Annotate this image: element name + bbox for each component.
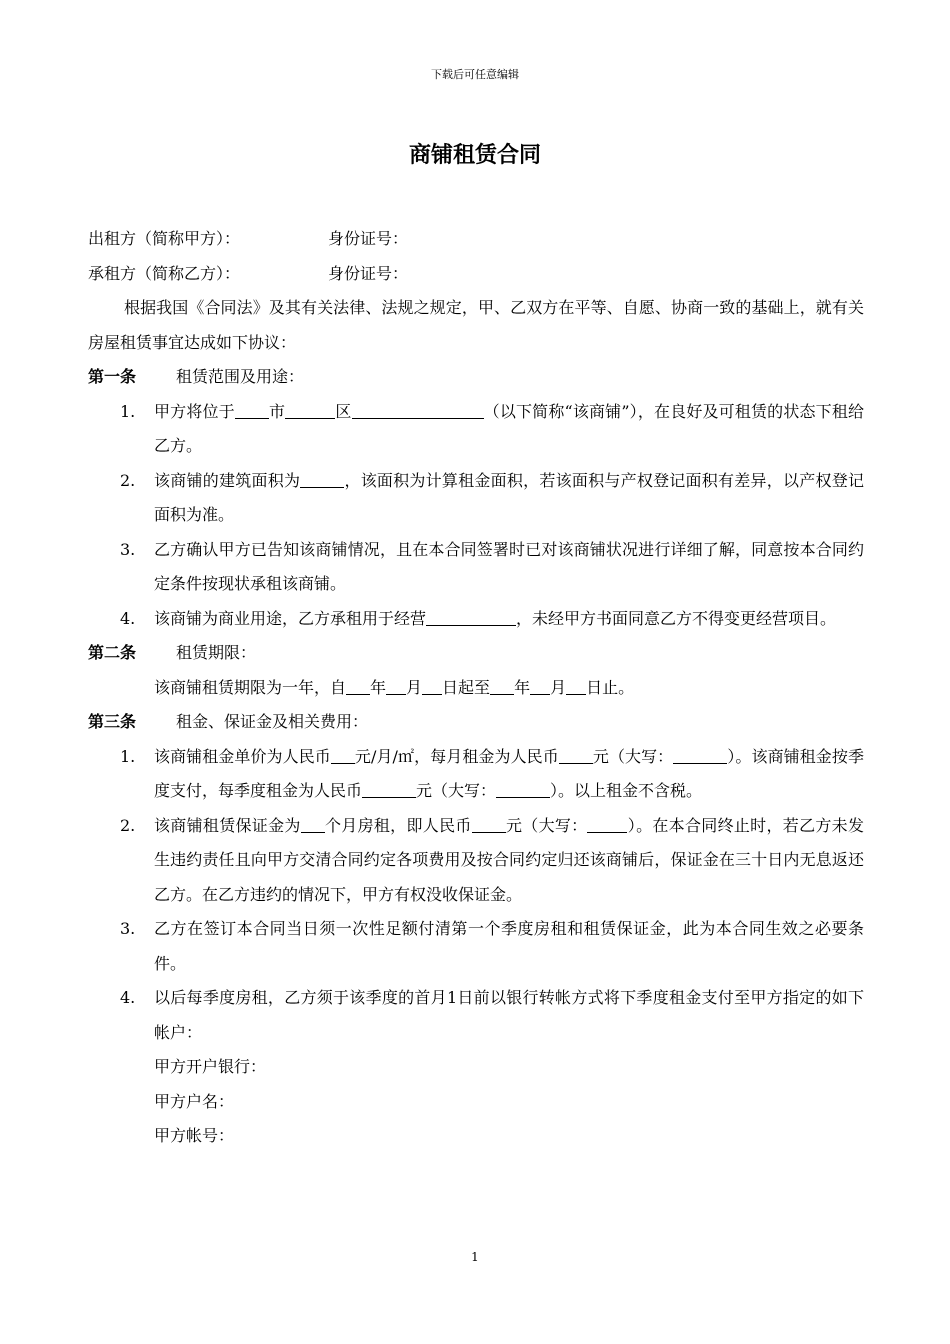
item-number: 3. — [120, 919, 136, 938]
lessor-line — [88, 222, 864, 257]
article-3-item-4: 4. 以后每季度房租，乙方须于该季度的首月1日前以银行转帐方式将下季度租金支付至甲方指定的如下帐户： — [88, 981, 864, 1050]
page-header-note: 下载后可任意编辑 — [431, 68, 519, 81]
deposit-words-blank — [587, 816, 627, 833]
article-1-item-3: 3. 乙方确认甲方已告知该商铺情况，且在本合同签署时已对该商铺状况进行详细了解，同意按本合同约定条件按现状承租该商铺。 — [88, 533, 864, 602]
account-name-label: 甲方户名： — [154, 1091, 235, 1111]
lessee-label: 承租方（简称乙方）： — [88, 263, 241, 283]
item-number: 3. — [120, 539, 136, 559]
address-blank — [352, 402, 484, 419]
lessor-id-label: 身份证号： — [328, 229, 409, 248]
deposit-months-blank — [301, 816, 325, 833]
start-month-blank — [386, 678, 406, 695]
article-3-item-3: 3. 乙方在签订本合同当日须一次性足额付清第一个季度房租和租赁保证金，此为本合同生效之必要条件。 — [88, 912, 864, 981]
article-3-item-2: 2. 该商铺租赁保证金为 个月房租，即人民币 元（大写： ）。在本合同终止时，若乙方未发生违约责任且向甲方交清合同约定各项费用及按合同约定归还该商铺后，保证金在三十日内无息返还乙方。在乙方违约的情况下，甲方有权没收保证金。 — [88, 809, 864, 913]
quarterly-rent-words-blank — [496, 781, 550, 798]
end-day-blank — [566, 678, 586, 695]
article-1-number: 第一条 — [88, 367, 137, 386]
article-1-item-1: 1. 甲方将位于 市 区 （以下简称“该商铺”），在良好及可租赁的状态下租给乙方。 — [88, 395, 864, 464]
item-number: 2. — [120, 815, 136, 835]
lessor-label: 出租方（简称甲方）： — [88, 229, 241, 248]
district-blank — [285, 402, 335, 419]
article-2-heading — [88, 636, 864, 671]
item-number: 4. — [120, 608, 136, 628]
article-3-number: 第三条 — [88, 712, 137, 731]
quarterly-rent-blank — [362, 781, 416, 798]
article-3-heading — [88, 705, 864, 740]
lease-term-line: 该商铺租赁期限为一年，自 年 月 日起至 年 月 日止。 — [154, 677, 635, 697]
account-number-label: 甲方帐号： — [154, 1126, 235, 1145]
article-3-title: 租金、保证金及相关费用： — [176, 712, 369, 731]
item-number: 4. — [120, 988, 136, 1007]
monthly-rent-words-blank — [673, 747, 727, 764]
article-3-item-1: 1. 该商铺租金单价为人民币 元/月/㎡，每月租金为人民币 元（大写： ）。该商铺租金按季度支付，每季度租金为人民币 元（大写： ）。以上租金不含税。 — [88, 740, 864, 809]
article-1-item-2: 2. 该商铺的建筑面积为 ，该面积为计算租金面积，若该面积与产权登记面积有差异，以产权登记面积为准。 — [88, 464, 864, 533]
end-year-blank — [490, 678, 514, 695]
preamble: 根据我国《合同法》及其有关法律、法规之规定，甲、乙双方在平等、自愿、协商一致的基础上，就有关房屋租赁事宜达成如下协议： — [88, 298, 864, 352]
lessee-line — [88, 257, 864, 292]
area-blank — [300, 471, 344, 488]
city-blank — [235, 402, 269, 419]
item-number: 2. — [120, 470, 136, 490]
monthly-rent-blank — [559, 747, 593, 764]
document-title: 商铺租赁合同 — [408, 142, 541, 168]
item-number: 1. — [120, 401, 136, 421]
end-month-blank — [530, 678, 550, 695]
deposit-amount-blank — [472, 816, 506, 833]
article-2-number: 第二条 — [88, 643, 137, 662]
page-number: 1 — [471, 1250, 479, 1264]
article-1-item-4: 4. 该商铺为商业用途，乙方承租用于经营 ，未经甲方书面同意乙方不得变更经营项目。 — [88, 602, 864, 637]
article-2-title: 租赁期限： — [176, 643, 257, 662]
business-blank — [426, 609, 516, 626]
lessee-id-label: 身份证号： — [328, 263, 409, 283]
start-day-blank — [422, 678, 442, 695]
start-year-blank — [346, 678, 370, 695]
article-1-title: 租赁范围及用途： — [176, 367, 305, 386]
article-1-heading — [88, 360, 864, 395]
bank-label: 甲方开户银行： — [154, 1057, 267, 1076]
item-number: 1. — [120, 746, 136, 766]
unit-price-blank — [331, 747, 355, 764]
contract-body — [88, 222, 864, 1154]
